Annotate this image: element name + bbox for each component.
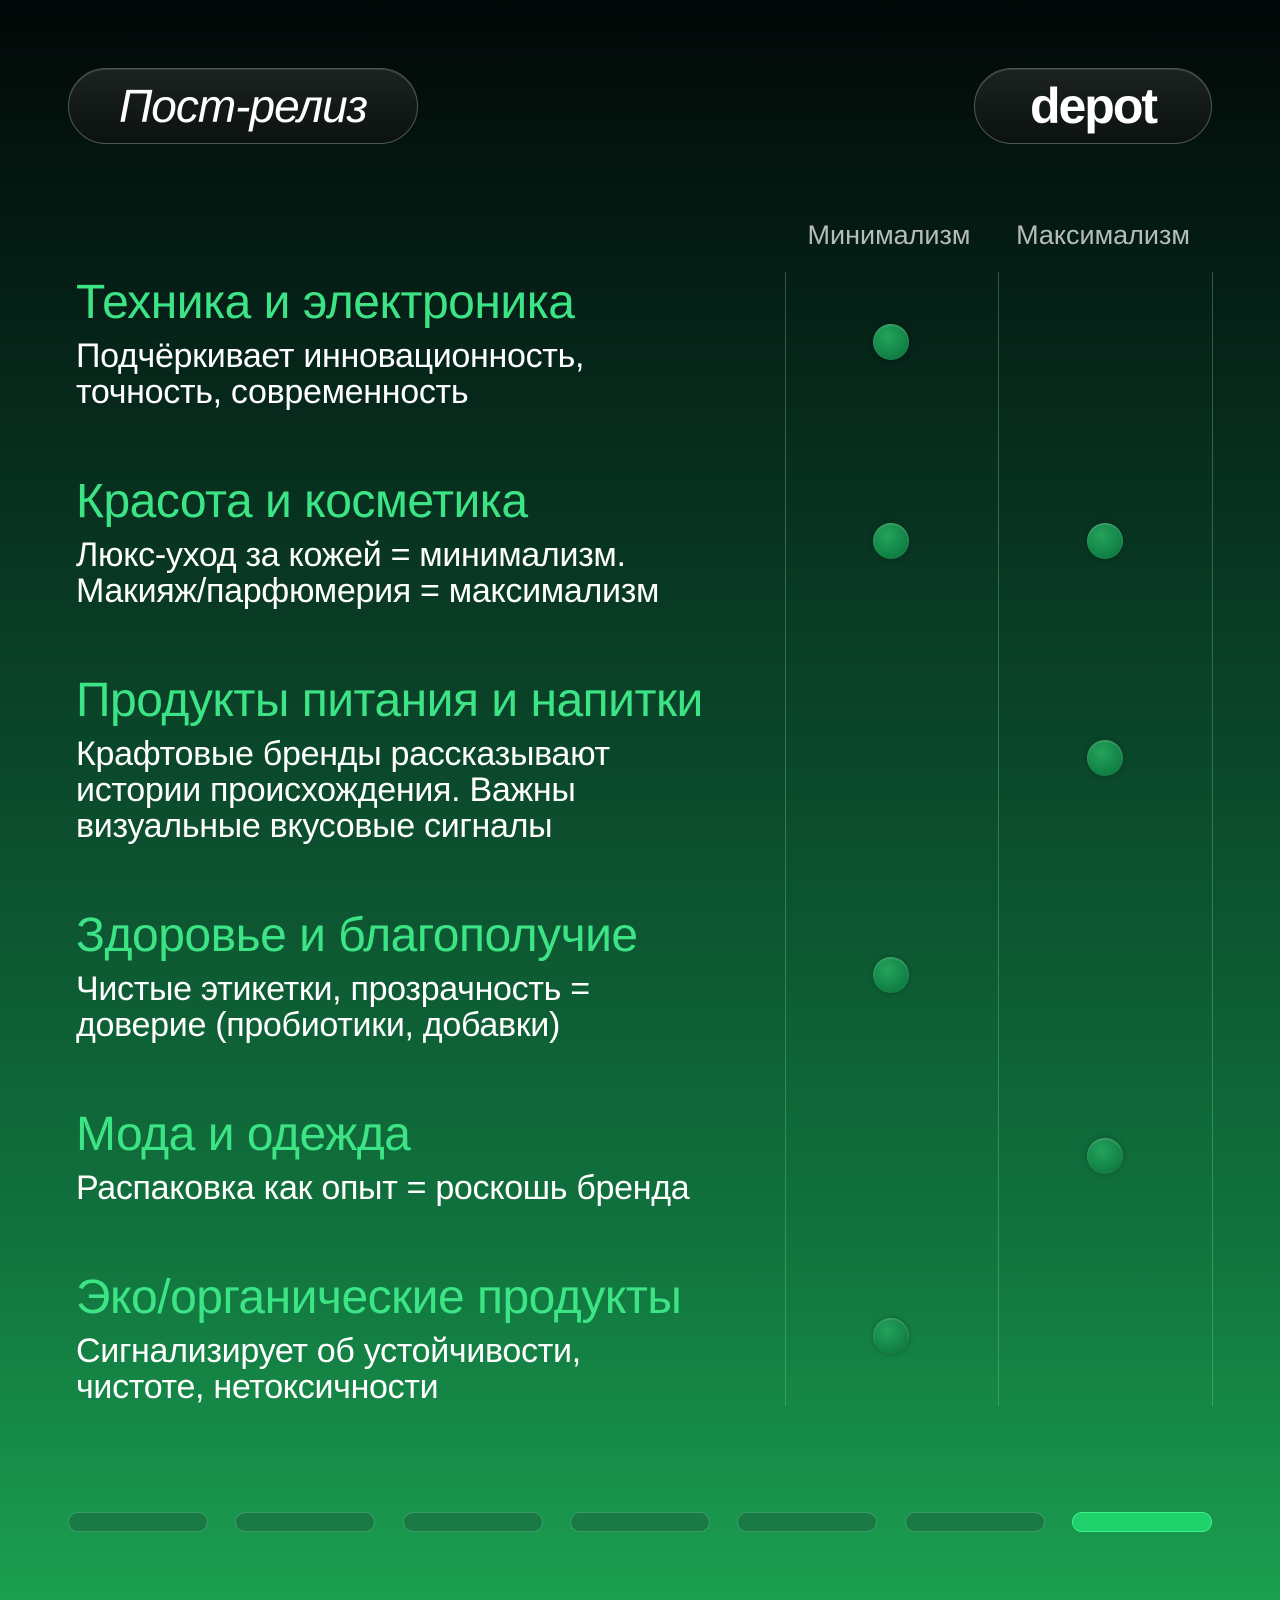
column-divider-left <box>785 272 786 1406</box>
category-description: Подчёркивает инновационность, точность, современность <box>76 337 585 411</box>
slide-progress-indicator <box>68 1512 1212 1532</box>
category-description: Люкс-уход за кожей = минимализм. Макияж/парфюмерия = максимализм <box>76 536 660 610</box>
category-title: Эко/органические продукты <box>76 1271 682 1324</box>
maximalism-dot <box>1087 523 1123 559</box>
column-divider-middle <box>998 272 999 1406</box>
category-item <box>76 1271 776 1405</box>
progress-segment <box>737 1512 877 1532</box>
category-description: Крафтовые бренды рассказывают истории происхождения. Важны визуальные вкусовые сигналы <box>76 735 610 845</box>
category-description: Распаковка как опыт = роскошь бренда <box>76 1169 690 1207</box>
category-item <box>76 475 776 609</box>
progress-segment <box>1072 1512 1212 1532</box>
minimalism-dot <box>873 523 909 559</box>
minimalism-dot <box>873 324 909 360</box>
post-release-tag <box>68 68 418 144</box>
progress-segment <box>403 1512 543 1532</box>
category-title: Мода и одежда <box>76 1108 411 1161</box>
post-release-tag-label: Пост-релиз <box>118 80 368 132</box>
minimalism-dot <box>873 957 909 993</box>
column-header-maximalism: Максимализм <box>1016 220 1190 250</box>
column-header-minimalism: Минимализм <box>807 220 971 250</box>
category-title: Продукты питания и напитки <box>76 674 703 727</box>
maximalism-dot <box>1087 1138 1123 1174</box>
depot-logo <box>974 68 1212 144</box>
maximalism-dot <box>1087 740 1123 776</box>
column-divider-right <box>1212 272 1213 1406</box>
category-title: Красота и косметика <box>76 475 528 528</box>
category-title: Техника и электроника <box>76 276 575 329</box>
category-description: Сигнализирует об устойчивости, чистоте, нетоксичности <box>76 1332 581 1406</box>
progress-segment <box>68 1512 208 1532</box>
progress-segment <box>570 1512 710 1532</box>
category-item <box>76 674 776 844</box>
progress-segment <box>905 1512 1045 1532</box>
category-item <box>76 1108 776 1206</box>
category-item <box>76 909 776 1043</box>
category-description: Чистые этикетки, прозрачность = доверие (пробиотики, добавки) <box>76 970 590 1044</box>
minimalism-dot <box>873 1318 909 1354</box>
progress-segment <box>235 1512 375 1532</box>
category-item <box>76 276 776 410</box>
category-title: Здоровье и благополучие <box>76 909 638 962</box>
depot-logo-text: depot <box>1029 78 1157 134</box>
